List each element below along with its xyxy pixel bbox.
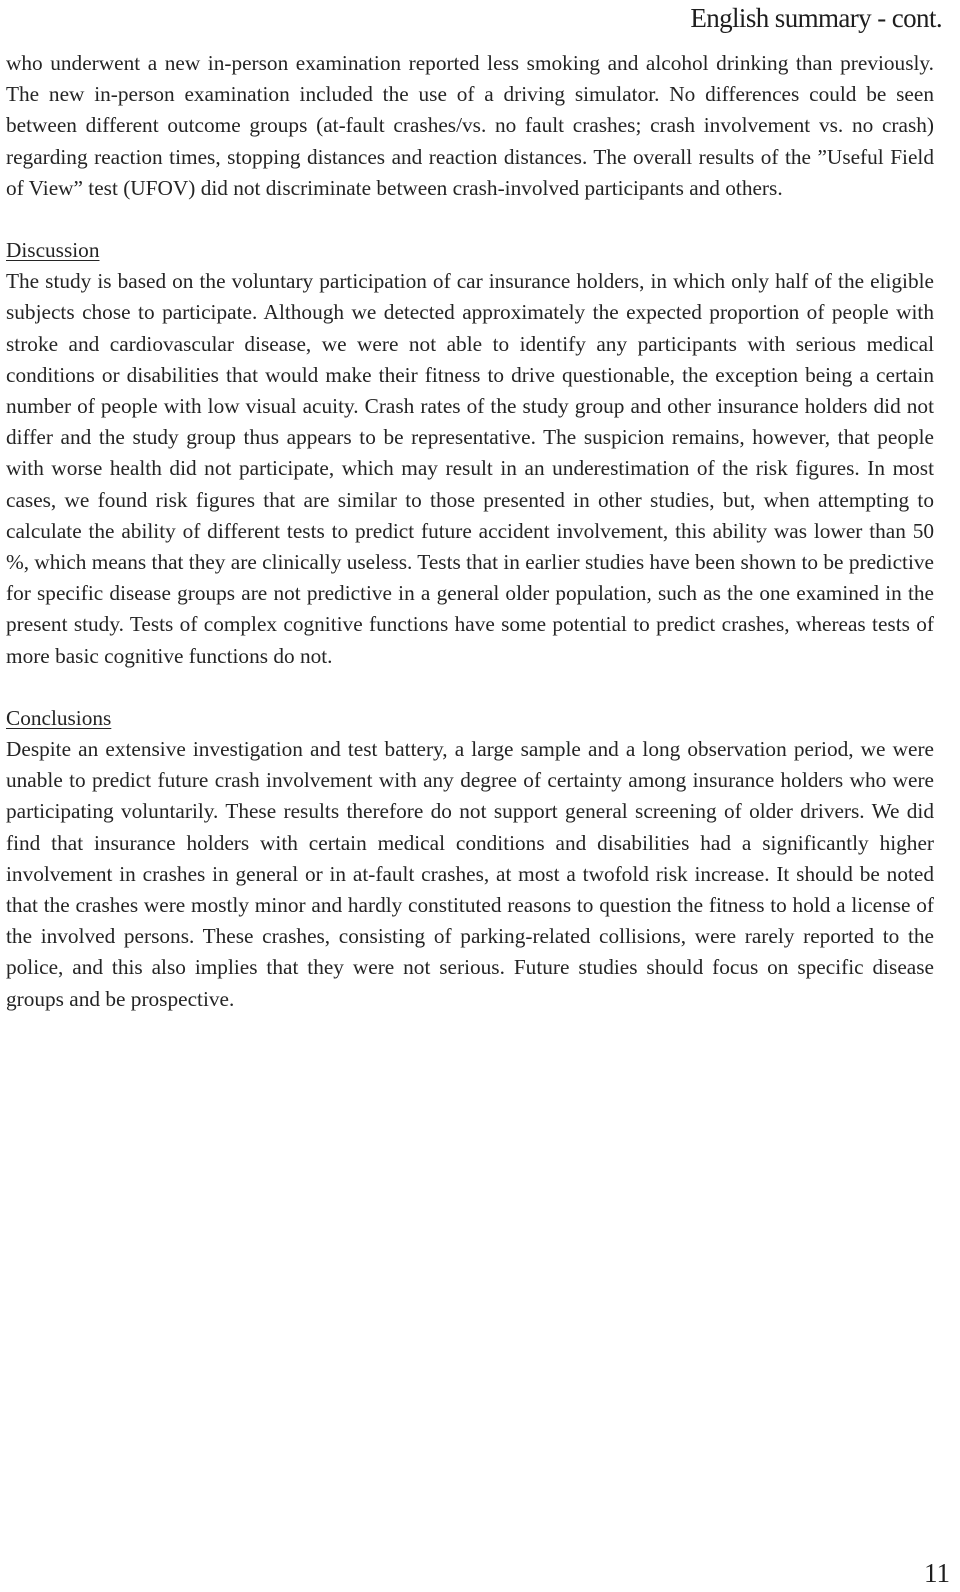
running-title: English summary - cont. <box>690 3 942 33</box>
page-number: 11 <box>924 1558 950 1588</box>
intro-paragraph: who underwent a new in-person examination reported less smoking and alcohol drinking than previously. The new in-person examination included the use of a driving simulator. No differences could be seen between different outcome groups (at-fault crashes/vs. no fault crashes; crash involvement vs. no crash) regarding reaction times, stopping distances and reaction distances. The overall results of the ”Useful Field of View” test (UFOV) did not discriminate between crash-involved participants and others. <box>6 51 934 200</box>
page-body <box>6 48 934 1015</box>
discussion-section <box>6 235 934 672</box>
conclusions-heading: Conclusions <box>6 705 112 730</box>
discussion-heading: Discussion <box>6 238 100 263</box>
conclusions-section <box>6 703 934 1015</box>
discussion-paragraph: The study is based on the voluntary participation of car insurance holders, in which only half of the eligible subjects chose to participate. Although we detected approximately the expected proportion of people with stroke and cardiovascular disease, we were not able to identify any participants with serious medical conditions or disabilities that would make their fitness to drive questionable, the exception being a certain number of people with low visual acuity. Crash rates of the study group and other insurance holders did not differ and the study group thus appears to be representative. The suspicion remains, however, that people with worse health did not participate, which may result in an underestimation of the risk figures. In most cases, we found risk figures that are similar to those presented in other studies, but, when attempting to calculate the ability of different tests to predict future accident involvement, this ability was lower than 50 %, which means that they are clinically useless. Tests that in earlier studies have been shown to be predictive for specific disease groups are not predictive in a general older population, such as the one examined in the present study. Tests of complex cognitive functions have some potential to predict crashes, whereas tests of more basic cognitive functions do not. <box>6 269 934 668</box>
conclusions-paragraph: Despite an extensive investigation and test battery, a large sample and a long observation period, we were unable to predict future crash involvement with any degree of certainty among insurance holders who were participating voluntarily. These results therefore do not support general screening of older drivers. We did find that insurance holders with certain medical conditions and disabilities had a significantly higher involvement in crashes in general or in at-fault crashes, at most a twofold risk increase. It should be noted that the crashes were mostly minor and hardly constituted reasons to question the fitness to hold a license of the involved persons. These crashes, consisting of parking-related collisions, were rarely reported to the police, and this also implies that they were not serious. Future studies should focus on specific disease groups and be prospective. <box>6 737 934 1011</box>
